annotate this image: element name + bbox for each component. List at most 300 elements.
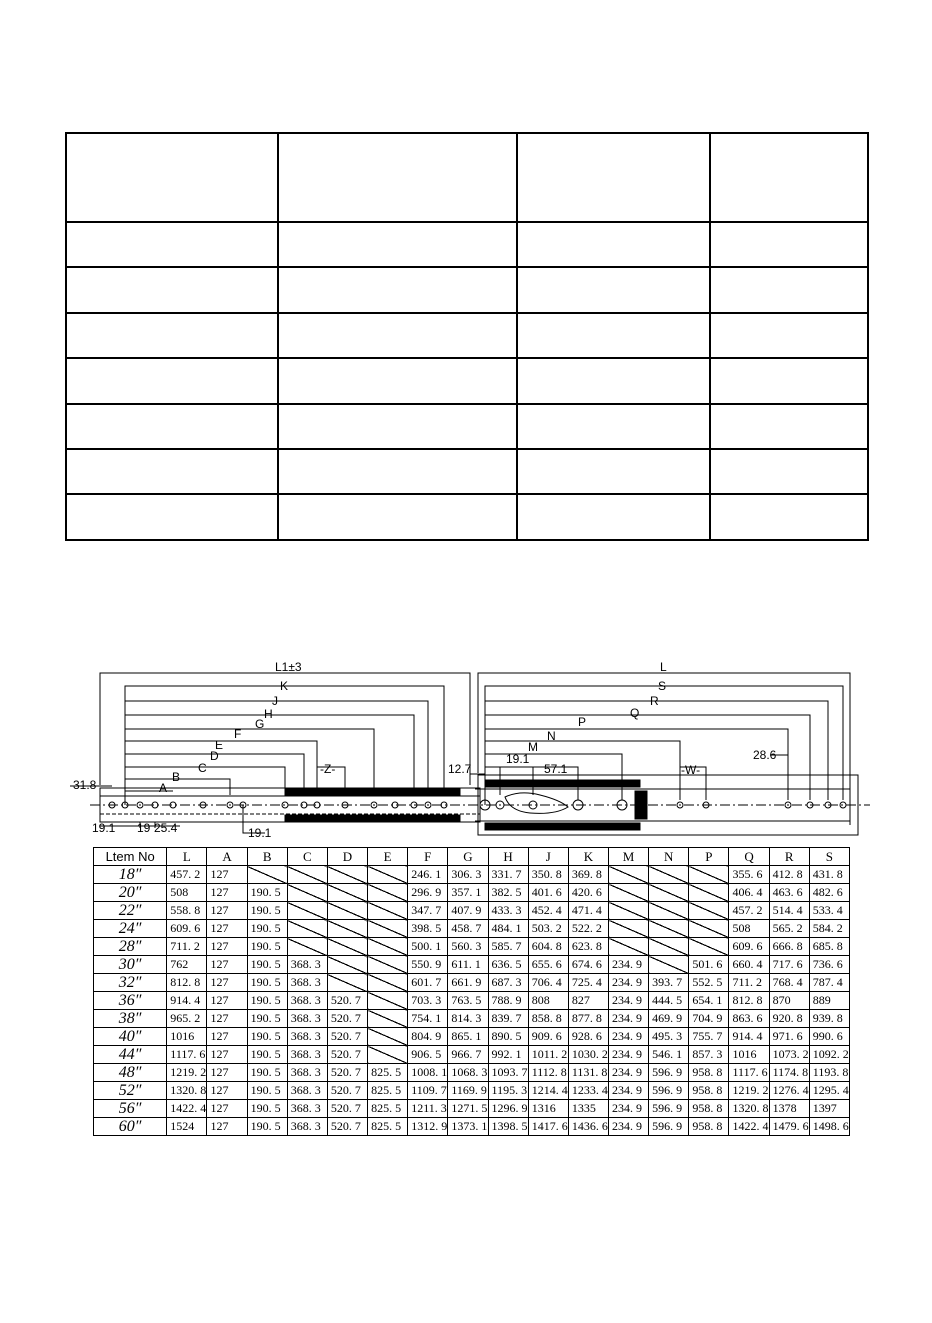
item-size: 44″	[94, 1046, 167, 1064]
dimension-value: 552. 5	[689, 974, 729, 992]
dimension-value: 1117. 6	[729, 1064, 769, 1082]
table-row	[94, 956, 850, 974]
header-g: G	[448, 848, 488, 866]
dimension-value: 401. 6	[528, 884, 568, 902]
blank-table-row	[66, 358, 868, 403]
dimension-value: 755. 7	[689, 1028, 729, 1046]
blank-cell	[278, 133, 517, 222]
header-p: P	[689, 848, 729, 866]
dimension-value: 190. 5	[247, 1100, 287, 1118]
dimension-value: 444. 5	[649, 992, 689, 1010]
empty-cell	[649, 938, 689, 956]
dimension-table	[93, 847, 850, 1136]
dimension-value: 857. 3	[689, 1046, 729, 1064]
dimension-value: 1271. 5	[448, 1100, 488, 1118]
dimension-value: 234. 9	[609, 992, 649, 1010]
empty-cell	[368, 1046, 408, 1064]
dim-label-a: A	[159, 781, 168, 795]
dimension-value: 1276. 4	[769, 1082, 809, 1100]
empty-cell	[609, 920, 649, 938]
dim-label-n: N	[547, 729, 556, 743]
dimension-value: 520. 7	[327, 1082, 367, 1100]
dim-label-h: H	[264, 707, 273, 721]
dimension-value: 398. 5	[408, 920, 448, 938]
header-f: F	[408, 848, 448, 866]
dimension-value: 234. 9	[609, 974, 649, 992]
dimension-value: 1335	[568, 1100, 608, 1118]
dimension-value: 1131. 8	[568, 1064, 608, 1082]
dimension-value: 596. 9	[649, 1118, 689, 1136]
dim-label-19: 19	[137, 821, 151, 835]
dimension-value: 1016	[729, 1046, 769, 1064]
empty-cell	[327, 974, 367, 992]
table-row	[94, 1082, 850, 1100]
dimension-value: 368. 3	[287, 1082, 327, 1100]
dimension-value: 190. 5	[247, 1028, 287, 1046]
dimension-value: 717. 6	[769, 956, 809, 974]
dim-label-z: -Z-	[320, 762, 336, 776]
dimension-value: 1524	[167, 1118, 207, 1136]
dimension-value: 234. 9	[609, 1028, 649, 1046]
empty-cell	[689, 902, 729, 920]
dimension-value: 863. 6	[729, 1010, 769, 1028]
dimension-value: 127	[207, 1046, 247, 1064]
dim-label-j: J	[272, 694, 278, 708]
dimension-value: 808	[528, 992, 568, 1010]
dim-label-g: G	[255, 717, 265, 731]
slide-left-bar-bottom	[285, 815, 460, 821]
dimension-table-header-row	[94, 848, 850, 866]
dim-label-19-1-bottom: 19.1	[248, 826, 272, 840]
dimension-value: 550. 9	[408, 956, 448, 974]
dimension-value: 433. 3	[488, 902, 528, 920]
empty-cell	[287, 920, 327, 938]
blank-cell	[66, 313, 278, 358]
dim-label-19-1-left: 19.1	[92, 821, 116, 835]
dimension-value: 788. 9	[488, 992, 528, 1010]
blank-cell	[66, 133, 278, 222]
dimension-value: 127	[207, 1010, 247, 1028]
item-size: 60″	[94, 1118, 167, 1136]
dimension-value: 406. 4	[729, 884, 769, 902]
dimension-value: 306. 3	[448, 866, 488, 884]
dimension-value: 458. 7	[448, 920, 488, 938]
blank-table-row	[66, 267, 868, 312]
header-a: A	[207, 848, 247, 866]
dimension-value: 1397	[809, 1100, 849, 1118]
blank-table-header-row	[66, 133, 868, 222]
empty-cell	[689, 884, 729, 902]
table-row	[94, 992, 850, 1010]
blank-cell	[278, 313, 517, 358]
dimension-value: 1193. 8	[809, 1064, 849, 1082]
blank-table-row	[66, 404, 868, 449]
dimension-value: 234. 9	[609, 1064, 649, 1082]
dimension-value: 1011. 2	[528, 1046, 568, 1064]
blank-cell	[278, 222, 517, 267]
dimension-value: 471. 4	[568, 902, 608, 920]
dimension-value: 965. 2	[167, 1010, 207, 1028]
dimension-value: 190. 5	[247, 938, 287, 956]
dimension-value: 127	[207, 974, 247, 992]
dimension-value: 520. 7	[327, 1010, 367, 1028]
table-row	[94, 938, 850, 956]
dimension-value: 522. 2	[568, 920, 608, 938]
dimension-value: 914. 4	[167, 992, 207, 1010]
dimension-value: 585. 7	[488, 938, 528, 956]
empty-cell	[609, 938, 649, 956]
dim-label-q: Q	[630, 706, 640, 720]
item-size: 24″	[94, 920, 167, 938]
dimension-value: 331. 7	[488, 866, 528, 884]
dimension-value: 558. 8	[167, 902, 207, 920]
dimension-value: 190. 5	[247, 1064, 287, 1082]
header-k: K	[568, 848, 608, 866]
dimension-value: 877. 8	[568, 1010, 608, 1028]
dimension-value: 1092. 2	[809, 1046, 849, 1064]
dim-label-25-4: 25.4	[154, 821, 178, 835]
dimension-value: 127	[207, 1028, 247, 1046]
blank-cell	[517, 358, 710, 403]
table-row	[94, 1118, 850, 1136]
table-row	[94, 1028, 850, 1046]
dimension-value: 1320. 8	[729, 1100, 769, 1118]
dimension-value: 190. 5	[247, 1118, 287, 1136]
dimension-value: 1068. 3	[448, 1064, 488, 1082]
dimension-value: 246. 1	[408, 866, 448, 884]
header-j: J	[528, 848, 568, 866]
dimension-value: 660. 4	[729, 956, 769, 974]
dimension-value: 127	[207, 1100, 247, 1118]
header-c: C	[287, 848, 327, 866]
blank-cell	[517, 267, 710, 312]
empty-cell	[689, 920, 729, 938]
empty-cell	[368, 956, 408, 974]
blank-cell	[517, 494, 710, 540]
dimension-value: 762	[167, 956, 207, 974]
blank-cell	[710, 358, 868, 403]
dim-label-28-6: 28.6	[753, 748, 777, 762]
dimension-value: 234. 9	[609, 1082, 649, 1100]
empty-cell	[368, 884, 408, 902]
blank-cell	[710, 133, 868, 222]
dimension-value: 1109. 7	[408, 1082, 448, 1100]
dimension-value: 533. 4	[809, 902, 849, 920]
dimension-value: 296. 9	[408, 884, 448, 902]
header-e: E	[368, 848, 408, 866]
empty-cell	[327, 938, 367, 956]
empty-cell	[287, 866, 327, 884]
dimension-value: 1320. 8	[167, 1082, 207, 1100]
dimension-value: 514. 4	[769, 902, 809, 920]
dimension-value: 234. 9	[609, 1046, 649, 1064]
dimension-value: 407. 9	[448, 902, 488, 920]
item-size: 32″	[94, 974, 167, 992]
dimension-value: 368. 3	[287, 1010, 327, 1028]
dimension-value: 1295. 4	[809, 1082, 849, 1100]
blank-table-row	[66, 494, 868, 540]
dimension-value: 1016	[167, 1028, 207, 1046]
dimension-value: 1479. 6	[769, 1118, 809, 1136]
item-size: 20″	[94, 884, 167, 902]
dimension-value: 368. 3	[287, 1064, 327, 1082]
blank-cell	[66, 358, 278, 403]
dimension-value: 604. 8	[528, 938, 568, 956]
dimension-value: 469. 9	[649, 1010, 689, 1028]
dimension-value: 190. 5	[247, 974, 287, 992]
blank-table	[65, 132, 869, 541]
dimension-value: 463. 6	[769, 884, 809, 902]
empty-cell	[368, 992, 408, 1010]
dimension-value: 503. 2	[528, 920, 568, 938]
blank-cell	[278, 449, 517, 494]
dimension-value: 958. 8	[689, 1100, 729, 1118]
dimension-value: 1422. 4	[167, 1100, 207, 1118]
header-q: Q	[729, 848, 769, 866]
blank-cell	[517, 133, 710, 222]
dimension-value: 768. 4	[769, 974, 809, 992]
empty-cell	[609, 866, 649, 884]
dimension-value: 457. 2	[729, 902, 769, 920]
item-size: 56″	[94, 1100, 167, 1118]
dimension-value: 858. 8	[528, 1010, 568, 1028]
dim-label-b: B	[172, 770, 181, 784]
dimension-value: 1117. 6	[167, 1046, 207, 1064]
dim-label-e: E	[215, 738, 224, 752]
dimension-value: 382. 5	[488, 884, 528, 902]
item-size: 40″	[94, 1028, 167, 1046]
dimension-value: 601. 7	[408, 974, 448, 992]
dimension-value: 520. 7	[327, 1028, 367, 1046]
dimension-value: 190. 5	[247, 902, 287, 920]
dimension-value: 1296. 9	[488, 1100, 528, 1118]
dimension-value: 546. 1	[649, 1046, 689, 1064]
blank-cell	[66, 404, 278, 449]
dimension-value: 234. 9	[609, 1100, 649, 1118]
header-r: R	[769, 848, 809, 866]
dimension-value: 990. 6	[809, 1028, 849, 1046]
dimension-value: 368. 3	[287, 1100, 327, 1118]
dimension-value: 596. 9	[649, 1064, 689, 1082]
dimension-value: 431. 8	[809, 866, 849, 884]
empty-cell	[609, 902, 649, 920]
dimension-value: 368. 3	[287, 1118, 327, 1136]
table-row	[94, 920, 850, 938]
table-row	[94, 1046, 850, 1064]
dimension-value: 636. 5	[488, 956, 528, 974]
dimension-value: 520. 7	[327, 992, 367, 1010]
dimension-value: 1093. 7	[488, 1064, 528, 1082]
empty-cell	[327, 956, 367, 974]
blank-cell	[66, 267, 278, 312]
dimension-value: 992. 1	[488, 1046, 528, 1064]
blank-cell	[66, 222, 278, 267]
dimension-value: 763. 5	[448, 992, 488, 1010]
dimension-value: 355. 6	[729, 866, 769, 884]
blank-cell	[710, 494, 868, 540]
empty-cell	[368, 902, 408, 920]
dimension-value: 1498. 6	[809, 1118, 849, 1136]
blank-cell	[710, 313, 868, 358]
dimension-value: 190. 5	[247, 920, 287, 938]
dimension-value: 127	[207, 866, 247, 884]
dim-label-c: C	[198, 761, 207, 775]
table-row	[94, 1100, 850, 1118]
item-size: 22″	[94, 902, 167, 920]
dimension-value: 190. 5	[247, 956, 287, 974]
dimension-value: 1195. 3	[488, 1082, 528, 1100]
dimension-value: 1312. 9	[408, 1118, 448, 1136]
slide-drawing	[70, 655, 870, 845]
empty-cell	[649, 884, 689, 902]
dimension-value: 906. 5	[408, 1046, 448, 1064]
dimension-value: 654. 1	[689, 992, 729, 1010]
dimension-value: 127	[207, 1082, 247, 1100]
dimension-value: 393. 7	[649, 974, 689, 992]
dimension-value: 560. 3	[448, 938, 488, 956]
dimension-value: 920. 8	[769, 1010, 809, 1028]
dimension-value: 939. 8	[809, 1010, 849, 1028]
empty-cell	[649, 920, 689, 938]
empty-cell	[649, 956, 689, 974]
dimension-value: 1422. 4	[729, 1118, 769, 1136]
blank-cell	[517, 222, 710, 267]
dimension-value: 666. 8	[769, 938, 809, 956]
blank-table-row	[66, 449, 868, 494]
dimension-value: 812. 8	[167, 974, 207, 992]
dim-label-57-1: 57.1	[544, 762, 568, 776]
dim-label-12-7: 12.7	[448, 762, 472, 776]
dimension-value: 127	[207, 1118, 247, 1136]
header-n: N	[649, 848, 689, 866]
dimension-value: 865. 1	[448, 1028, 488, 1046]
dimension-value: 958. 8	[689, 1118, 729, 1136]
dimension-value: 520. 7	[327, 1046, 367, 1064]
empty-cell	[327, 920, 367, 938]
dimension-value: 609. 6	[167, 920, 207, 938]
dimension-value: 1169. 9	[448, 1082, 488, 1100]
item-size: 48″	[94, 1064, 167, 1082]
blank-cell	[517, 313, 710, 358]
dimension-value: 482. 6	[809, 884, 849, 902]
dimension-value: 966. 7	[448, 1046, 488, 1064]
dimension-value: 839. 7	[488, 1010, 528, 1028]
dimension-value: 711. 2	[729, 974, 769, 992]
empty-cell	[649, 866, 689, 884]
dimension-value: 234. 9	[609, 1010, 649, 1028]
blank-cell	[66, 449, 278, 494]
dimension-value: 754. 1	[408, 1010, 448, 1028]
dimension-value: 825. 5	[368, 1100, 408, 1118]
dimension-value: 890. 5	[488, 1028, 528, 1046]
dimension-value: 1316	[528, 1100, 568, 1118]
dimension-value: 127	[207, 1064, 247, 1082]
dimension-value: 623. 8	[568, 938, 608, 956]
empty-cell	[368, 974, 408, 992]
empty-cell	[327, 866, 367, 884]
empty-cell	[609, 884, 649, 902]
empty-cell	[368, 866, 408, 884]
header-b: B	[247, 848, 287, 866]
dimension-value: 368. 3	[287, 1046, 327, 1064]
empty-cell	[287, 884, 327, 902]
dimension-value: 914. 4	[729, 1028, 769, 1046]
blank-cell	[517, 449, 710, 494]
header-s: S	[809, 848, 849, 866]
empty-cell	[287, 938, 327, 956]
item-size: 18″	[94, 866, 167, 884]
dim-label-d: D	[210, 749, 219, 763]
header-d: D	[327, 848, 367, 866]
item-size: 28″	[94, 938, 167, 956]
table-row	[94, 902, 850, 920]
dimension-value: 520. 7	[327, 1100, 367, 1118]
dimension-value: 814. 3	[448, 1010, 488, 1028]
dimension-value: 1233. 4	[568, 1082, 608, 1100]
dimension-value: 127	[207, 902, 247, 920]
dimension-value: 827	[568, 992, 608, 1010]
header-m: M	[609, 848, 649, 866]
dimension-value: 190. 5	[247, 1046, 287, 1064]
dimension-value: 368. 3	[287, 1028, 327, 1046]
empty-cell	[287, 902, 327, 920]
dimension-value: 804. 9	[408, 1028, 448, 1046]
item-size: 36″	[94, 992, 167, 1010]
empty-cell	[649, 902, 689, 920]
dimension-value: 655. 6	[528, 956, 568, 974]
table-row	[94, 866, 850, 884]
dimension-value: 971. 6	[769, 1028, 809, 1046]
dimension-value: 1378	[769, 1100, 809, 1118]
dimension-value: 190. 5	[247, 1010, 287, 1028]
dimension-value: 825. 5	[368, 1082, 408, 1100]
dimension-value: 190. 5	[247, 992, 287, 1010]
dim-label-r: R	[650, 694, 659, 708]
empty-cell	[368, 920, 408, 938]
dimension-value: 501. 6	[689, 956, 729, 974]
dimension-value: 958. 8	[689, 1082, 729, 1100]
blank-cell	[710, 222, 868, 267]
dimension-value: 596. 9	[649, 1100, 689, 1118]
dimension-value: 369. 8	[568, 866, 608, 884]
slide-right-holes	[480, 793, 846, 813]
dimension-value: 565. 2	[769, 920, 809, 938]
dimension-value: 495. 3	[649, 1028, 689, 1046]
dimension-value: 787. 4	[809, 974, 849, 992]
table-row	[94, 1010, 850, 1028]
blank-cell	[278, 404, 517, 449]
item-size: 52″	[94, 1082, 167, 1100]
dim-label-l1: L1±3	[275, 660, 302, 674]
dimension-value: 611. 1	[448, 956, 488, 974]
dimension-value: 357. 1	[448, 884, 488, 902]
dimension-value: 412. 8	[769, 866, 809, 884]
table-row	[94, 974, 850, 992]
dimension-value: 457. 2	[167, 866, 207, 884]
blank-cell	[278, 358, 517, 403]
dimension-value: 484. 1	[488, 920, 528, 938]
item-size: 30″	[94, 956, 167, 974]
dimension-value: 508	[167, 884, 207, 902]
empty-cell	[368, 1010, 408, 1028]
dimension-value: 704. 9	[689, 1010, 729, 1028]
dim-label-m: M	[528, 740, 538, 754]
dimension-value: 711. 2	[167, 938, 207, 956]
slide-drawing-svg	[70, 655, 870, 845]
dim-label-p: P	[578, 715, 587, 729]
table-row	[94, 884, 850, 902]
dimension-value: 928. 6	[568, 1028, 608, 1046]
